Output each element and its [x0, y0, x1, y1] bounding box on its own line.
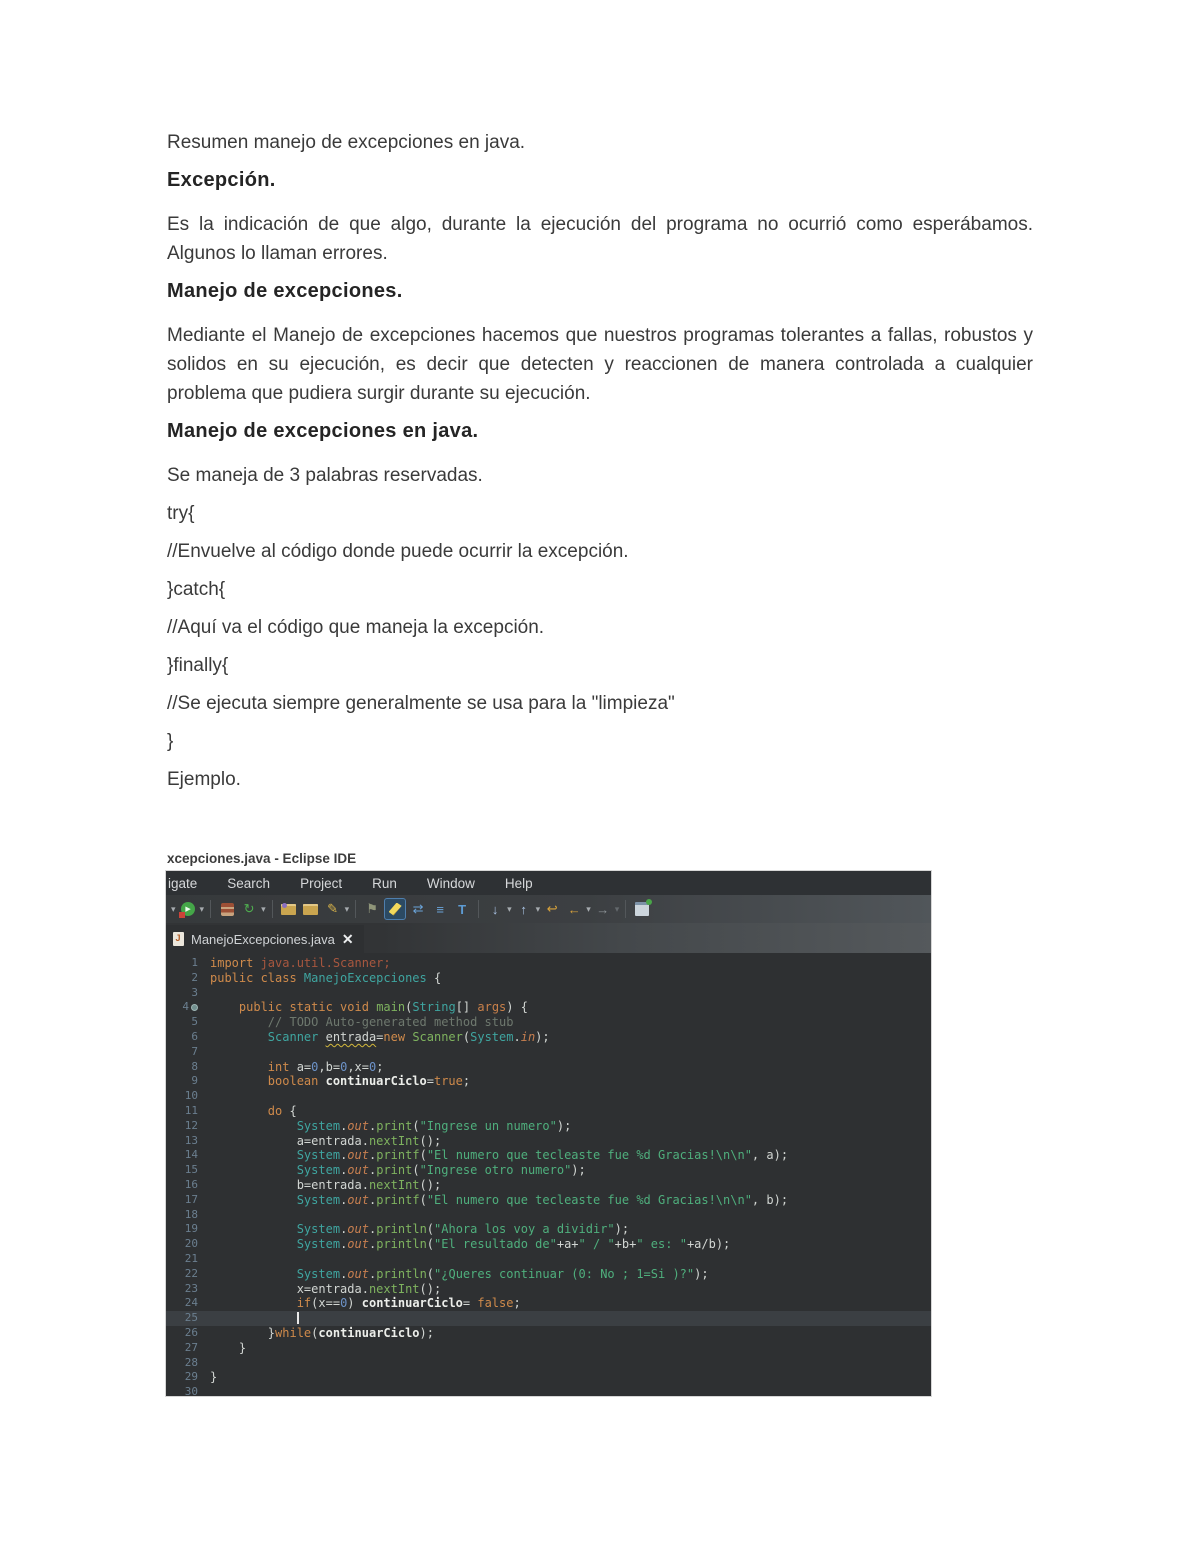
dropdown-caret-icon[interactable]: ▾	[535, 903, 541, 914]
line-number: 13	[184, 1133, 198, 1147]
text-cursor	[297, 1312, 299, 1324]
menu-item-help[interactable]: Help	[504, 875, 533, 891]
editor-tab-strip	[166, 923, 931, 953]
line-number: 17	[184, 1192, 198, 1206]
new-window-icon[interactable]	[632, 899, 652, 919]
line-number: 22	[184, 1266, 198, 1280]
code-line: 11 do {	[166, 1104, 931, 1119]
line-number: 30	[184, 1385, 198, 1396]
code-line	[166, 1311, 931, 1326]
code-line: 4 public static void main(String[] args) {	[166, 1000, 931, 1015]
previous-annotation-icon[interactable]: ↑	[520, 901, 527, 917]
pencil-icon[interactable]: ✎	[327, 901, 339, 916]
line-number: 6	[191, 1029, 198, 1043]
toolbar-separator	[478, 900, 479, 918]
doc-code-line: try{	[167, 503, 195, 524]
doc-paragraph: Mediante el Manejo de excepciones hacemos que nuestros programas tolerantes a fallas, robustos y solidos en su ejecución, es decir que detecten y reaccionen de manera controlada a cualquier problema que pudiera surgir durante su ejecución.	[167, 325, 1033, 404]
dropdown-caret-icon[interactable]: ▾	[171, 903, 176, 914]
line-number: 9	[191, 1074, 198, 1088]
code-line: 23 x=entrada.nextInt();	[166, 1282, 931, 1297]
code-editor[interactable]	[166, 953, 931, 1396]
code-line	[166, 1208, 931, 1223]
method-marker-icon	[191, 1004, 198, 1011]
doc-heading: Manejo de excepciones.	[167, 280, 403, 302]
line-number: 8	[191, 1059, 198, 1073]
dropdown-caret-icon[interactable]: ▾	[614, 903, 620, 914]
line-number: 7	[191, 1044, 198, 1058]
code-line	[166, 1089, 931, 1104]
line-number: 5	[191, 1015, 198, 1029]
doc-code-line: }	[167, 731, 174, 752]
menu-item-run[interactable]: Run	[372, 875, 397, 891]
line-number: 4	[166, 1000, 202, 1015]
line-number: 24	[184, 1296, 198, 1310]
menu-item-project[interactable]: Project	[300, 875, 343, 891]
code-line: 22 System.out.println("¿Queres continuar (0: No ; 1=Si )?");	[166, 1267, 931, 1282]
document-body	[167, 128, 1033, 803]
code-line: 13 a=entrada.nextInt();	[166, 1134, 931, 1149]
line-number: 16	[184, 1177, 198, 1191]
dropdown-caret-icon[interactable]: ▾	[586, 903, 591, 914]
code-line: 26 }while(continuarCiclo);	[166, 1326, 931, 1341]
next-annotation-icon[interactable]: ↓	[491, 901, 499, 917]
menu-bar	[166, 871, 931, 895]
doc-code-line: }finally{	[167, 655, 229, 676]
doc-code-line: }catch{	[167, 579, 226, 600]
toolbar-separator	[272, 900, 273, 918]
dropdown-caret-icon[interactable]: ▾	[261, 903, 266, 914]
close-icon[interactable]: ✕	[341, 931, 354, 947]
toolbar-separator	[625, 900, 626, 918]
doc-paragraph: Resumen manejo de excepciones en java.	[167, 132, 526, 153]
line-number: 11	[184, 1103, 198, 1117]
code-line: 12 System.out.print("Ingrese un numero");	[166, 1119, 931, 1134]
toolbar	[166, 895, 931, 923]
dropdown-caret-icon[interactable]: ▾	[199, 903, 205, 914]
doc-code-line: //Envuelve al código donde puede ocurrir la excepción.	[167, 541, 629, 562]
code-line: 17 System.out.printf("El numero que tecleaste fue %d Gracias!\n\n", b);	[166, 1193, 931, 1208]
dropdown-caret-icon[interactable]: ▾	[344, 903, 350, 914]
doc-paragraph: Es la indicación de que algo, durante la ejecución del programa no ocurrió como esperábamos. Algunos lo llaman errores.	[167, 214, 1033, 264]
flag-icon[interactable]: ⚑	[366, 901, 378, 916]
doc-code-line: //Aquí va el código que maneja la excepción.	[167, 617, 545, 638]
code-line: 19 System.out.println("Ahora los voy a dividir");	[166, 1222, 931, 1237]
line-number: 26	[184, 1325, 198, 1339]
dropdown-caret-icon[interactable]: ▾	[507, 903, 512, 914]
debug-icon[interactable]	[178, 899, 198, 919]
doc-heading: Excepción.	[167, 169, 276, 191]
window-title: xcepciones.java - Eclipse IDE	[165, 850, 932, 870]
doc-paragraph: Ejemplo.	[167, 769, 241, 790]
line-number: 2	[191, 970, 198, 984]
line-number: 18	[184, 1207, 198, 1221]
line-number: 27	[184, 1340, 198, 1354]
code-line: 15 System.out.print("Ingrese otro numero");	[166, 1163, 931, 1178]
text-t-icon[interactable]: T	[458, 901, 467, 917]
line-number: 29	[184, 1370, 198, 1384]
code-line: 5 // TODO Auto-generated method stub	[166, 1015, 931, 1030]
back-icon[interactable]: ←	[567, 901, 581, 917]
code-line	[166, 1356, 931, 1371]
menu-item-igate[interactable]: igate	[168, 875, 198, 891]
line-number: 21	[184, 1251, 198, 1265]
line-number: 15	[184, 1163, 198, 1177]
code-line: 24 if(x==0) continuarCiclo= false;	[166, 1296, 931, 1311]
code-line	[166, 1252, 931, 1267]
code-line	[166, 1045, 931, 1060]
code-line: 29 }	[166, 1370, 931, 1385]
code-line: 27 }	[166, 1341, 931, 1356]
toolbar-separator	[210, 900, 211, 918]
code-line	[166, 1385, 931, 1396]
code-line: 2 public class ManejoExcepciones {	[166, 971, 931, 986]
code-line: 14 System.out.printf("El numero que tecleaste fue %d Gracias!\n\n", a);	[166, 1148, 931, 1163]
code-line: 8 int a=0,b=0,x=0;	[166, 1060, 931, 1075]
doc-heading: Manejo de excepciones en java.	[167, 420, 479, 442]
code-line	[166, 986, 931, 1001]
forward-icon[interactable]: →	[596, 901, 610, 917]
code-line: 20 System.out.println("El resultado de"+a+" / "+b+" es: "+a/b);	[166, 1237, 931, 1252]
line-number: 1	[191, 956, 198, 969]
eclipse-ide-screenshot	[165, 850, 932, 1397]
link-editor-icon[interactable]: ⇄	[412, 901, 424, 916]
line-number: 23	[184, 1281, 198, 1295]
code-line: 9 boolean continuarCiclo=true;	[166, 1074, 931, 1089]
line-number: 28	[184, 1355, 198, 1369]
java-file-icon	[173, 932, 184, 946]
line-number: 12	[184, 1118, 198, 1132]
highlight-marker-icon[interactable]	[384, 898, 406, 920]
tab-manejoexcepciones[interactable]	[166, 925, 364, 953]
line-number: 19	[184, 1222, 198, 1236]
toolbar-separator	[355, 900, 356, 918]
tab-label: ManejoExcepciones.java	[191, 931, 335, 947]
code-line: 1 import java.util.Scanner;	[166, 956, 931, 971]
outline-list-icon[interactable]: ≡	[436, 901, 444, 917]
folder-icon[interactable]	[301, 899, 321, 919]
code-line: 16 b=entrada.nextInt();	[166, 1178, 931, 1193]
last-edit-location-icon[interactable]: ↩	[546, 901, 558, 916]
line-number: 14	[184, 1148, 198, 1162]
menu-item-search[interactable]: Search	[227, 875, 271, 891]
run-last-icon[interactable]: ↻	[243, 901, 255, 916]
code-line: 6 Scanner entrada=new Scanner(System.in);	[166, 1030, 931, 1045]
doc-code-line: //Se ejecuta siempre generalmente se usa para la "limpieza"	[167, 693, 675, 714]
line-number: 3	[191, 985, 198, 999]
doc-paragraph: Se maneja de 3 palabras reservadas.	[167, 465, 483, 486]
open-folder-icon[interactable]	[279, 899, 299, 919]
ide-window	[165, 870, 932, 1397]
menu-item-window[interactable]: Window	[426, 875, 475, 891]
line-number: 10	[184, 1089, 198, 1103]
coverage-icon[interactable]	[217, 899, 237, 919]
line-number: 25	[184, 1311, 198, 1325]
line-number: 20	[184, 1237, 198, 1251]
